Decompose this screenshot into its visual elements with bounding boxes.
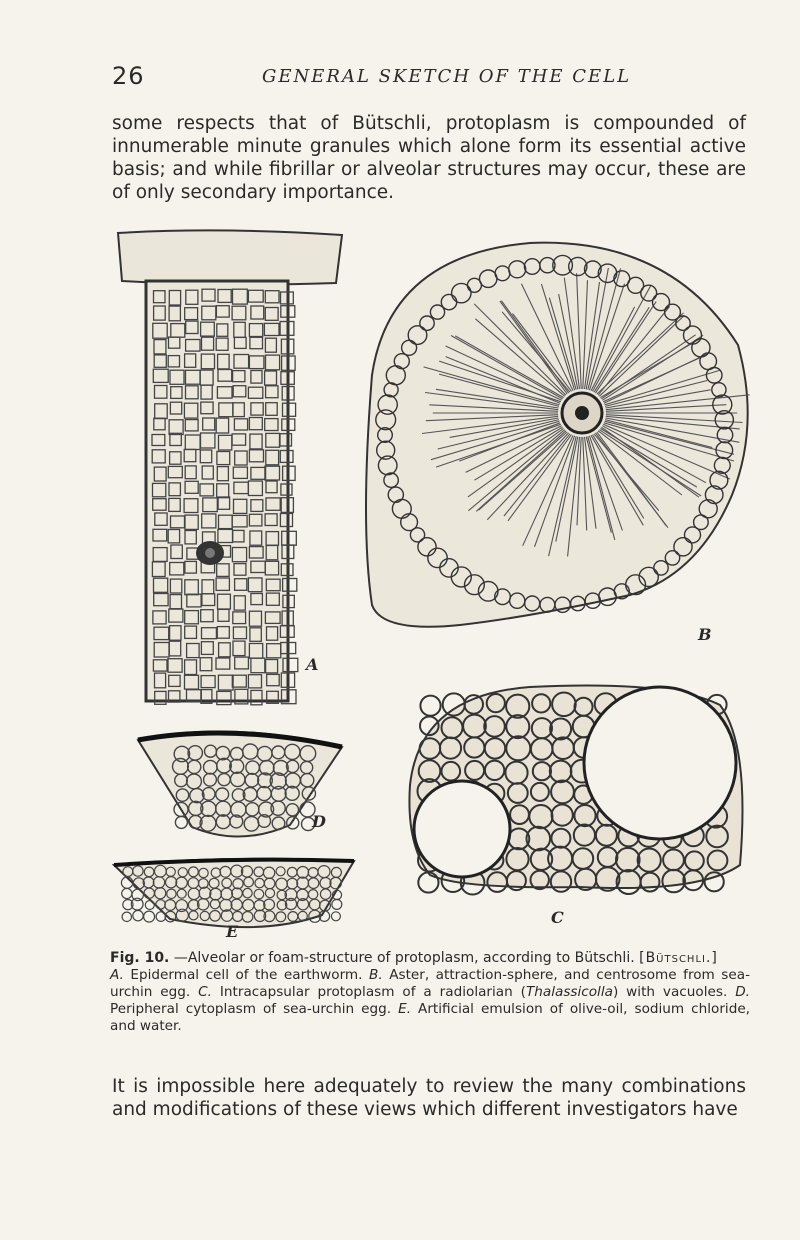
caption-letter-d: D. — [735, 984, 750, 1000]
figure-caption — [110, 950, 750, 1035]
figure-10 — [110, 225, 760, 945]
paragraph-top: some respects that of Bütschli, protoplasm is compounded of innumerable minute granules which alone form its essential active basis; and while fibrillar or alveolar structures may occur, these are of only secondary importance. — [112, 113, 746, 203]
caption-letter-b: B. — [369, 967, 383, 983]
panel-a-drawing — [118, 230, 342, 704]
caption-text-b: Aster, attraction-sphere, and centrosome from sea-urchin egg. — [110, 967, 750, 1000]
panel-label-c: C — [551, 908, 564, 927]
caption-text-c-2: ) with vacuoles. — [612, 984, 728, 1000]
caption-text-c-1: Intracapsular protoplasm of a radiolarian ( — [219, 984, 526, 1000]
running-head: GENERAL SKETCH OF THE CELL — [262, 66, 632, 87]
caption-letter-c: C. — [198, 984, 212, 1000]
page-header — [112, 62, 692, 92]
panel-label-e: E — [226, 922, 239, 941]
paragraph-bottom: It is impossible here adequately to review the many combinations and modifications of these views which different investigators have — [112, 1076, 746, 1120]
caption-text-d: Peripheral cytoplasm of sea-urchin egg. — [110, 1001, 392, 1017]
panel-e-drawing — [114, 859, 354, 927]
caption-text-c-italic: Thalassicolla — [525, 984, 613, 1000]
caption-description — [110, 967, 750, 1035]
caption-letter-a: A. — [110, 967, 124, 983]
panel-b-drawing — [366, 243, 750, 627]
panel-c-drawing — [409, 685, 742, 894]
panel-label-d: D — [312, 812, 326, 831]
figure-drawing — [110, 225, 760, 945]
page-number: 26 — [112, 62, 145, 90]
caption-figure-label: Fig. 10. — [110, 950, 170, 966]
caption-title — [110, 950, 750, 967]
caption-text-a: Epidermal cell of the earthworm. — [130, 967, 363, 983]
caption-title-text: —Alveolar or foam-structure of protoplasm, according to Bütschli. — [173, 950, 635, 966]
panel-label-a: A — [306, 655, 319, 674]
caption-source: [Bütschli.] — [639, 950, 718, 966]
caption-letter-e: E. — [398, 1001, 412, 1017]
panel-label-b: B — [698, 625, 712, 644]
caption-text-e: Artificial emulsion of olive-oil, sodium chloride, and water. — [110, 1001, 751, 1034]
